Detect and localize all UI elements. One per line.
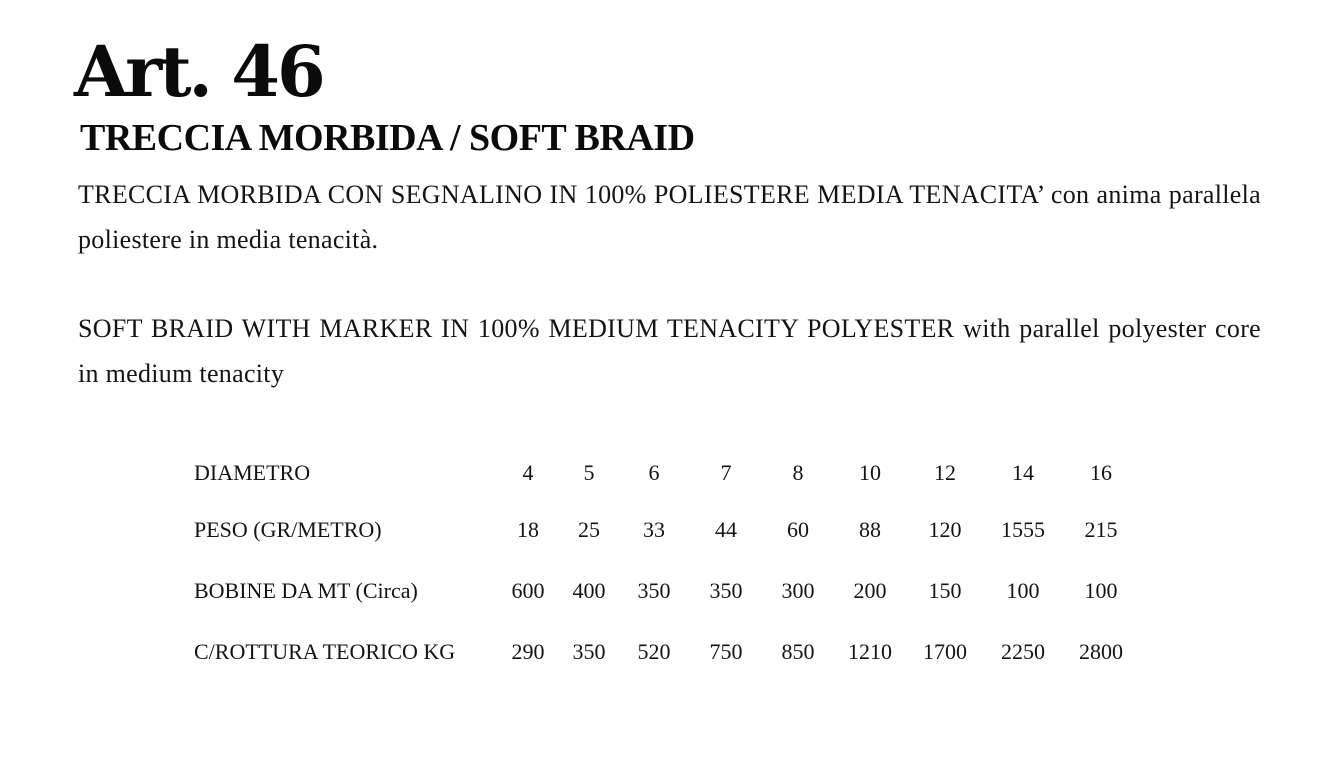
table-cell: 16 — [1090, 460, 1112, 485]
row-label-spool-length: BOBINE DA MT (Circa) — [194, 577, 418, 603]
table-row — [194, 447, 1134, 499]
table-row — [194, 621, 1134, 682]
table-cell: 60 — [787, 516, 809, 542]
table-cell: 150 — [928, 577, 962, 603]
table-cell: 2800 — [1079, 638, 1123, 664]
table-cell: 120 — [928, 516, 962, 542]
table-cell: 14 — [1012, 460, 1034, 485]
table-cell: 200 — [853, 577, 887, 603]
specifications-table — [194, 447, 1134, 682]
table-cell: 88 — [859, 516, 881, 542]
table-cell: 600 — [511, 577, 545, 603]
article-title: Art. 46 — [74, 30, 323, 113]
table-cell: 215 — [1084, 516, 1118, 542]
description-english: SOFT BRAID WITH MARKER IN 100% MEDIUM TENACITY POLYESTER with parallel polyester core in medium tenacity — [78, 314, 1261, 388]
table-cell: 750 — [709, 638, 743, 664]
table-cell: 5 — [583, 460, 595, 485]
table-cell: 2250 — [1001, 638, 1045, 664]
table-cell: 4 — [522, 460, 534, 485]
table-cell: 290 — [511, 638, 545, 664]
table-cell: 10 — [859, 460, 881, 485]
table-cell: 44 — [715, 516, 737, 542]
row-label-diameter: DIAMETRO — [194, 460, 311, 485]
table-cell: 6 — [648, 460, 660, 485]
table-cell: 100 — [1084, 577, 1118, 603]
table-cell: 100 — [1006, 577, 1040, 603]
table-cell: 7 — [720, 460, 732, 485]
table-cell: 1555 — [1001, 516, 1045, 542]
table-cell: 8 — [792, 460, 804, 485]
table-cell: 12 — [934, 460, 956, 485]
table-cell: 25 — [578, 516, 600, 542]
table-row — [194, 560, 1134, 621]
table-cell: 300 — [781, 577, 815, 603]
table-cell: 520 — [637, 638, 671, 664]
table-cell: 850 — [781, 638, 815, 664]
table-cell: 350 — [637, 577, 671, 603]
table-cell: 400 — [572, 577, 606, 603]
table-cell: 33 — [643, 516, 665, 542]
product-subtitle: TRECCIA MORBIDA / SOFT BRAID — [80, 117, 695, 159]
description-italian: TRECCIA MORBIDA CON SEGNALINO IN 100% POLIESTERE MEDIA TENACITA’ con anima parallela poliestere in media tenacità. — [78, 180, 1261, 254]
table-cell: 1700 — [923, 638, 967, 664]
table-row — [194, 499, 1134, 560]
row-label-breaking-load: C/ROTTURA TEORICO KG — [194, 638, 456, 664]
table-cell: 18 — [517, 516, 539, 542]
table-cell: 1210 — [848, 638, 892, 664]
row-label-weight: PESO (GR/METRO) — [194, 516, 382, 542]
table-cell: 350 — [572, 638, 606, 664]
table-cell: 350 — [709, 577, 743, 603]
